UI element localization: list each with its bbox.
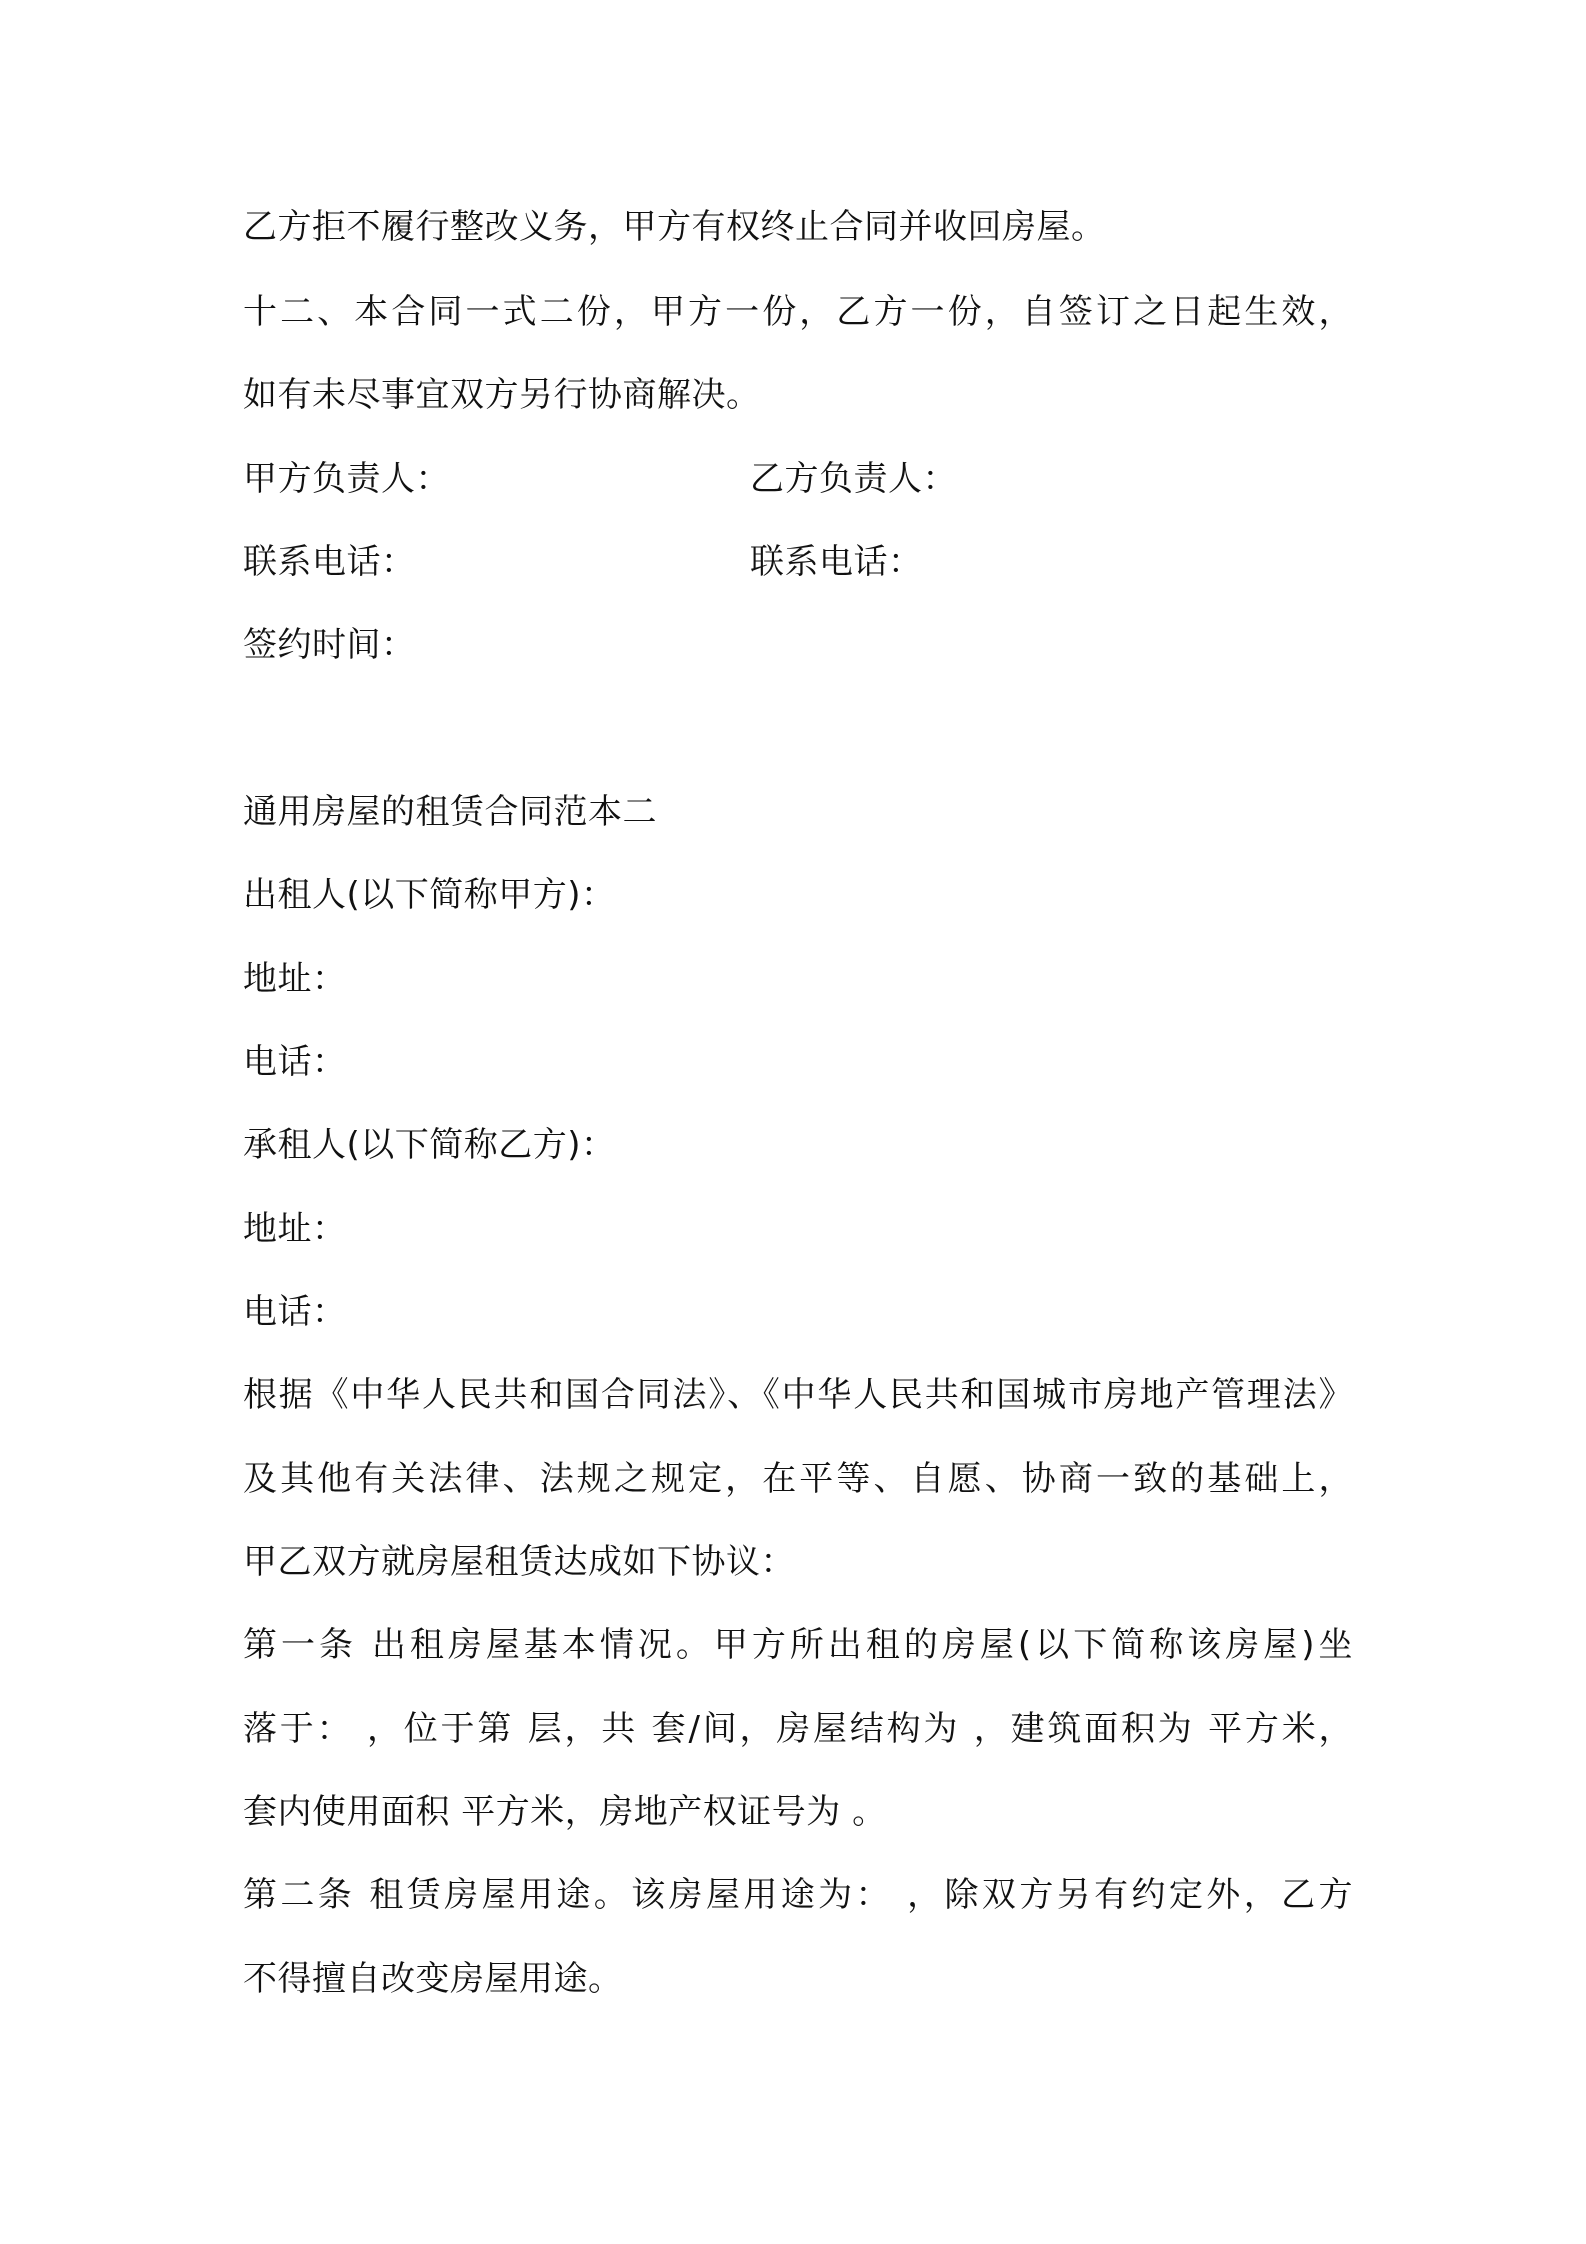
article-1-line-1: 第一条 出租房屋基本情况。甲方所出租的房屋(以下简称该房屋)坐 — [243, 1625, 1353, 1665]
lessee-label: 承租人(以下简称乙方)： — [243, 1125, 616, 1165]
sign-time-label: 签约时间： — [243, 625, 416, 665]
preamble-line-1: 根据《中华人民共和国合同法》、《中华人民共和国城市房地产管理法》 — [243, 1375, 1353, 1415]
party-a-phone-label: 联系电话： — [243, 542, 416, 582]
party-b-representative-label: 乙方负责人： — [750, 459, 957, 499]
lessor-phone-label: 电话： — [243, 1042, 347, 1082]
preamble-line-2: 及其他有关法律、法规之规定，在平等、自愿、协商一致的基础上， — [243, 1459, 1353, 1499]
lessee-phone-label: 电话： — [243, 1292, 347, 1332]
clause-12-line-1: 十二、本合同一式二份，甲方一份，乙方一份，自签订之日起生效， — [243, 292, 1353, 332]
lessee-address-label: 地址： — [243, 1209, 347, 1249]
party-a-representative-label: 甲方负责人： — [243, 459, 450, 499]
article-2-line-2: 不得擅自改变房屋用途。 — [243, 1959, 623, 1999]
article-2-line-1: 第二条 租赁房屋用途。该房屋用途为： ，除双方另有约定外，乙方 — [243, 1875, 1353, 1915]
clause-11-continuation: 乙方拒不履行整改义务，甲方有权终止合同并收回房屋。 — [243, 207, 1106, 247]
clause-12-line-2: 如有未尽事宜双方另行协商解决。 — [243, 375, 761, 415]
article-1-line-3: 套内使用面积 平方米，房地产权证号为 。 — [243, 1792, 887, 1832]
lessor-label: 出租人(以下简称甲方)： — [243, 875, 616, 915]
template-2-title: 通用房屋的租赁合同范本二 — [243, 792, 657, 832]
preamble-line-3: 甲乙双方就房屋租赁达成如下协议： — [243, 1542, 795, 1582]
lessor-address-label: 地址： — [243, 959, 347, 999]
article-1-line-2: 落于： ，位于第 层，共 套/间，房屋结构为 ，建筑面积为 平方米， — [243, 1709, 1353, 1749]
party-b-phone-label: 联系电话： — [750, 542, 923, 582]
